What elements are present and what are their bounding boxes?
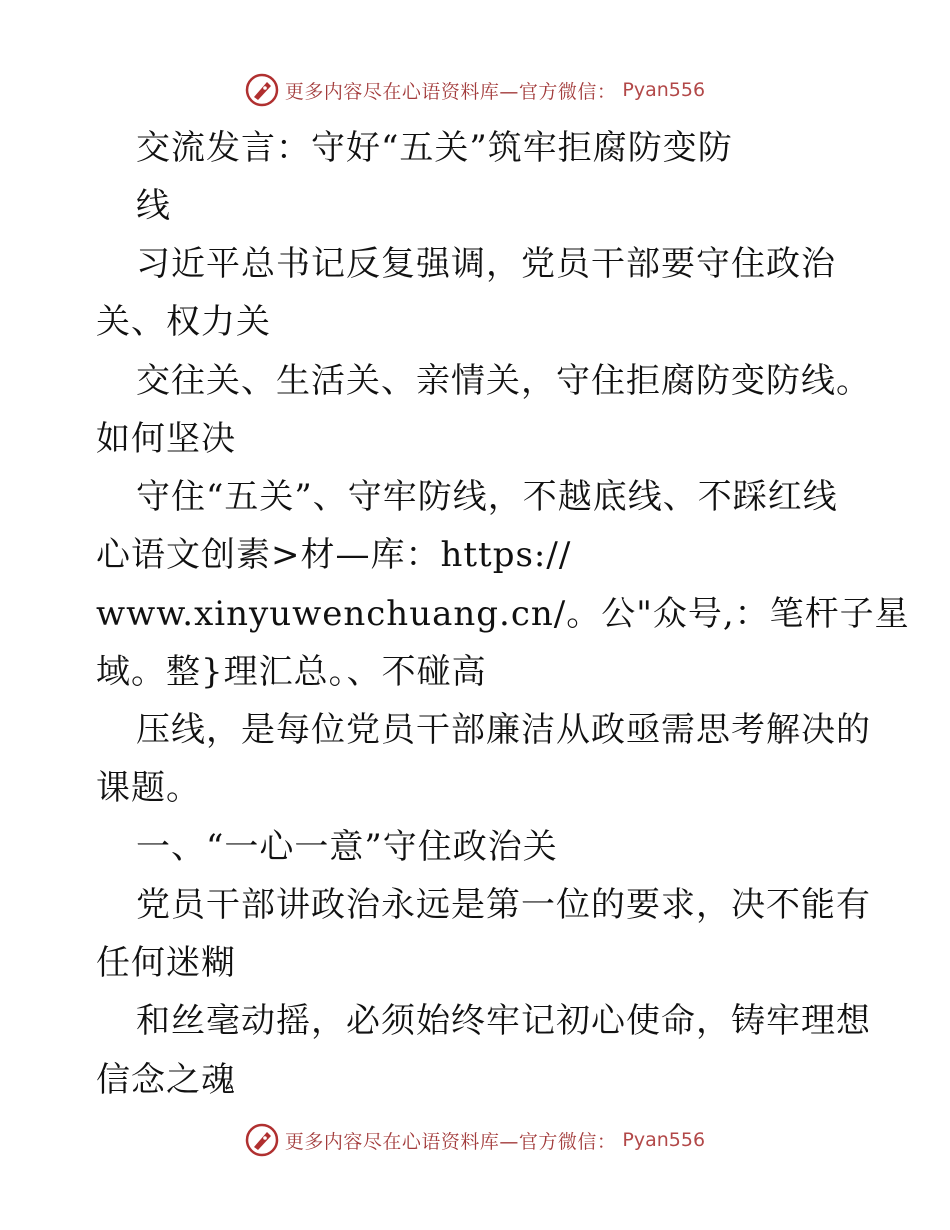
paragraph-line: 党员干部讲政治永远是第一位的要求，决不能有	[136, 885, 871, 925]
pen-nib-icon	[245, 73, 279, 107]
header-banner	[0, 70, 950, 110]
banner-contact: Pyan556	[622, 79, 706, 101]
paragraph-line: 信念之魂	[96, 1060, 236, 1100]
banner-text: 更多内容尽在心语资料库—官方微信：	[284, 80, 617, 103]
doc-title-line-1: 交流发言：守好“五关”筑牢拒腐防变防	[136, 128, 733, 168]
paragraph-line: 心语文创素>材—库：https://	[96, 535, 572, 575]
banner-contact: Pyan556	[622, 1129, 706, 1151]
paragraph-line: www.xinyuwenchuang.cn/。公"众号,：笔杆子星	[96, 594, 910, 634]
banner-text: 更多内容尽在心语资料库—官方微信：	[284, 1130, 617, 1153]
paragraph-line: 任何迷糊	[96, 943, 236, 983]
paragraph-line: 课题。	[96, 768, 201, 808]
paragraph-line: 压线，是每位党员干部廉洁从政亟需思考解决的	[136, 710, 871, 750]
pen-nib-icon	[245, 1123, 279, 1157]
paragraph-line: 关、权力关	[96, 302, 271, 342]
footer-banner	[0, 1120, 950, 1160]
paragraph-line: 习近平总书记反复强调，党员干部要守住政治	[136, 244, 836, 284]
paragraph-line: 守住“五关”、守牢防线，不越底线、不踩红线	[136, 477, 838, 517]
paragraph-line: 如何坚决	[96, 419, 236, 459]
doc-title-line-2: 线	[136, 186, 171, 226]
paragraph-line: 域。整}理汇总。、不碰高	[96, 652, 487, 692]
section-heading: 一、“一心一意”守住政治关	[136, 827, 558, 867]
paragraph-line: 交往关、生活关、亲情关，守住拒腐防变防线。	[136, 361, 871, 401]
paragraph-line: 和丝毫动摇，必须始终牢记初心使命，铸牢理想	[136, 1001, 871, 1041]
